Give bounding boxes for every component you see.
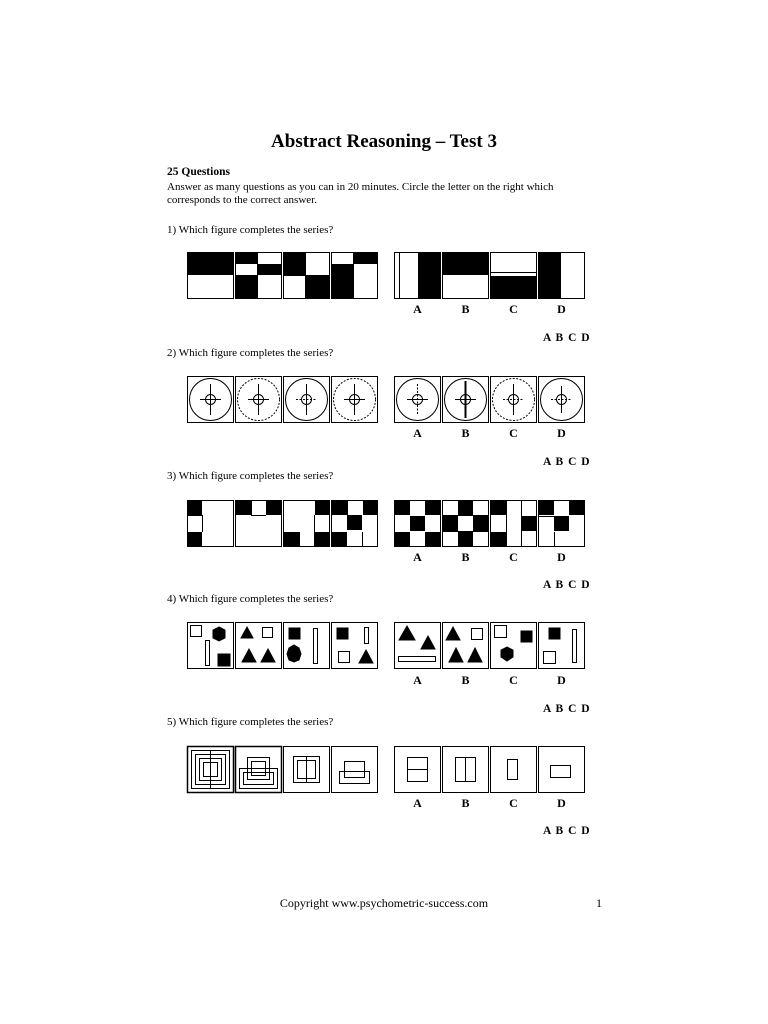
page-title: Abstract Reasoning – Test 3 (271, 131, 497, 152)
answer-choices[interactable]: A B C D (543, 579, 590, 591)
option-figure-c (491, 747, 537, 793)
option-label-b: B (461, 673, 470, 687)
answer-choices[interactable]: A B C D (543, 456, 590, 468)
series-figure-1 (188, 747, 234, 793)
option-label-b: B (461, 302, 470, 316)
option-label-d: D (557, 796, 566, 810)
question-text: 3) Which figure completes the series? (167, 470, 334, 482)
option-label-b: B (461, 796, 470, 810)
option-figure-a (395, 747, 441, 793)
series-figure-3 (284, 747, 330, 793)
option-label-a: A (413, 673, 422, 687)
question-text: 5) Which figure completes the series? (167, 716, 334, 728)
answer-choices[interactable]: A B C D (543, 825, 590, 837)
option-label-b: B (461, 426, 470, 440)
footer-copyright: Copyright www.psychometric-success.com (279, 896, 489, 910)
option-label-c: C (509, 673, 518, 687)
question-count: 25 Questions (167, 166, 230, 178)
series-figure-4 (332, 747, 378, 793)
option-label-a: A (413, 796, 422, 810)
answer-choices[interactable]: A B C D (543, 703, 590, 715)
question-text: 4) Which figure completes the series? (167, 593, 334, 605)
series-figure-2 (236, 747, 282, 793)
option-figure-b (443, 747, 489, 793)
option-label-c: C (509, 550, 518, 564)
option-label-a: A (413, 302, 422, 316)
option-label-a: A (413, 426, 422, 440)
instructions: Answer as many questions as you can in 20 minutes. Circle the letter on the right which corresponds to the correct answer. (167, 181, 554, 206)
page-number: 1 (596, 896, 602, 910)
option-label-d: D (557, 550, 566, 564)
option-label-c: C (509, 796, 518, 810)
option-label-c: C (509, 426, 518, 440)
option-label-d: D (557, 673, 566, 687)
option-label-b: B (461, 550, 470, 564)
option-label-a: A (413, 550, 422, 564)
option-label-c: C (509, 302, 518, 316)
question-text: 1) Which figure completes the series? (167, 224, 334, 236)
option-label-d: D (557, 426, 566, 440)
option-label-d: D (557, 302, 566, 316)
option-figure-d (539, 747, 585, 793)
question-text: 2) Which figure completes the series? (167, 347, 334, 359)
answer-choices[interactable]: A B C D (543, 332, 590, 344)
